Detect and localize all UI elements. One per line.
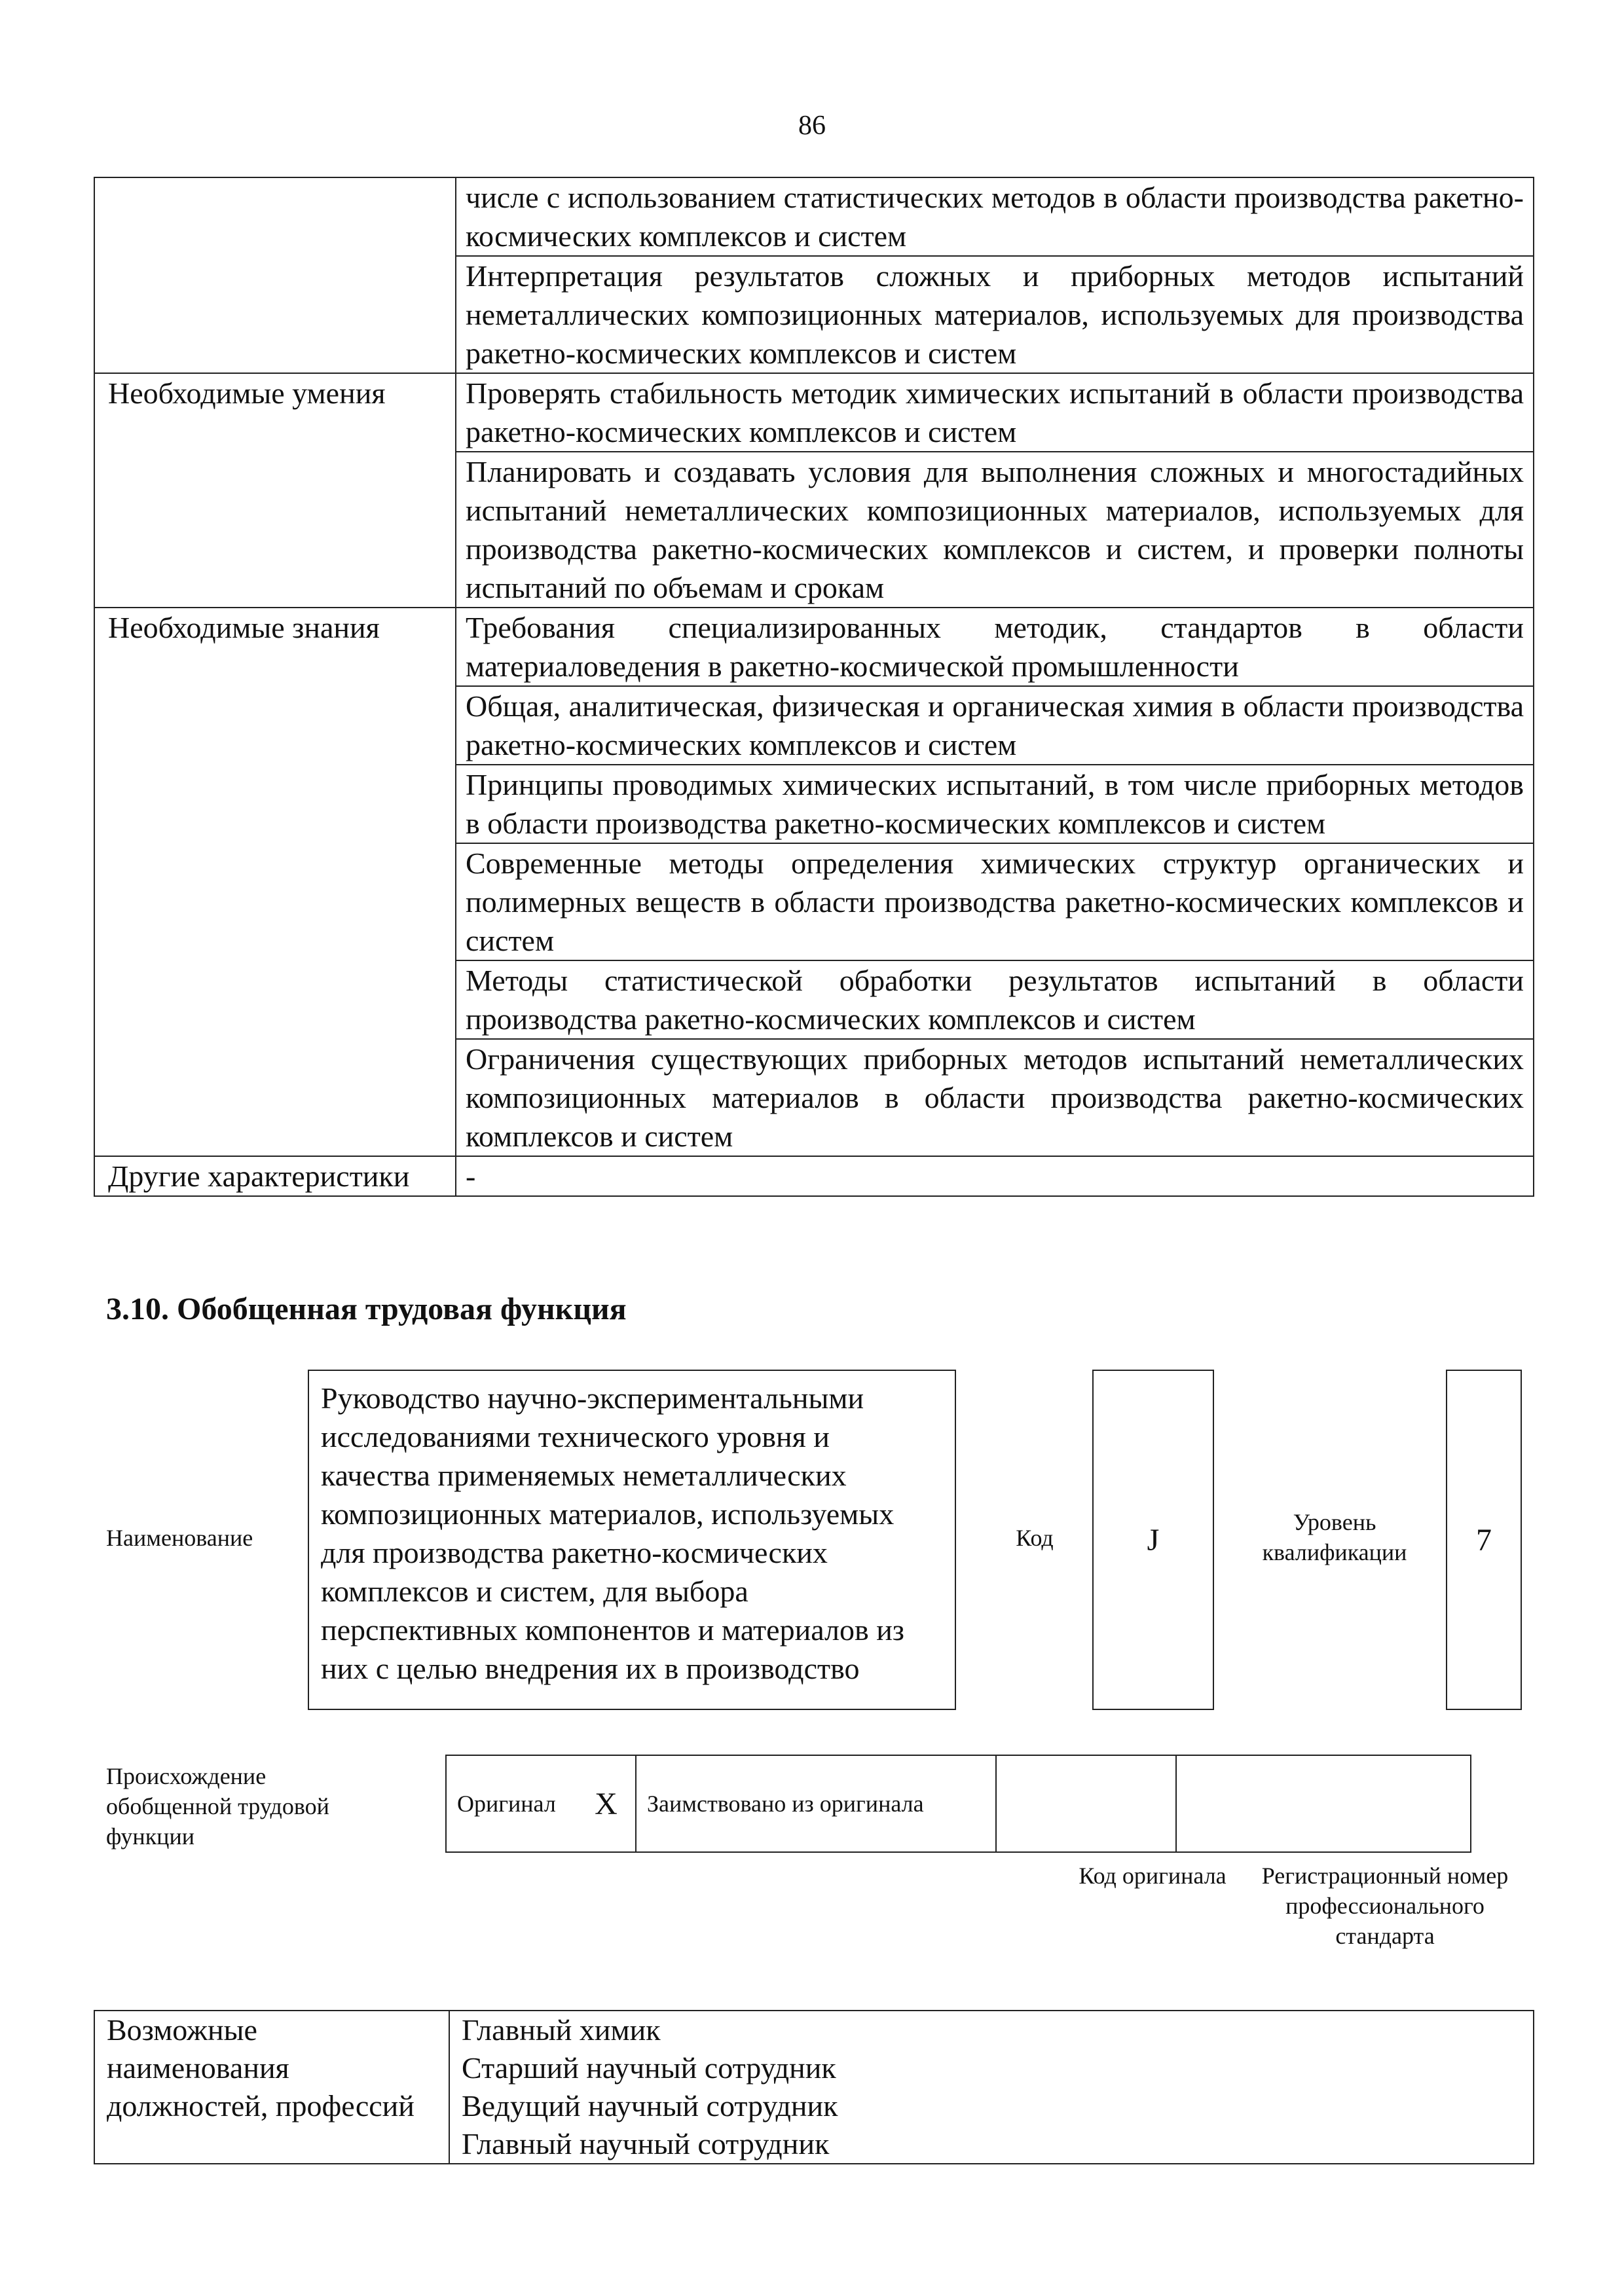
row-value: Принципы проводимых химических испытаний, в том числе приборных методов в области производства ракетно-космических комплексов и систем xyxy=(456,765,1534,843)
table-row xyxy=(94,1156,1534,1196)
row-value: Планировать и создавать условия для выполнения сложных и многостадийных испытаний неметаллических композиционных материалов, используемых для производства ракетно-космических комплексов и систем, и проверки полноты испытаний по объемам и срокам xyxy=(456,452,1534,608)
row-value: Ограничения существующих приборных методов испытаний неметаллических композиционных материалов в области производства ракетно-космических комплексов и систем xyxy=(456,1039,1534,1156)
code-value-box: J xyxy=(1092,1370,1214,1710)
registration-number-cell xyxy=(1176,1755,1471,1852)
positions-label: Возможные наименования должностей, профессий xyxy=(94,2011,449,2164)
row-value: Требования специализированных методик, стандартов в области материаловедения в ракетно-космической промышленности xyxy=(456,608,1534,686)
position-item: Главный научный сотрудник xyxy=(462,2127,830,2160)
original-mark: X xyxy=(577,1755,636,1852)
table-row xyxy=(94,2011,1534,2164)
origin-table xyxy=(445,1755,1471,1853)
skills-knowledge-table xyxy=(94,177,1534,1197)
row-value: Методы статистической обработки результатов испытаний в области производства ракетно-космических комплексов и систем xyxy=(456,960,1534,1039)
section-heading: 3.10. Обобщенная трудовая функция xyxy=(106,1292,627,1326)
row-value: Общая, аналитическая, физическая и органическая химия в области производства ракетно-космических комплексов и систем xyxy=(456,686,1534,765)
row-label-knowledge: Необходимые знания xyxy=(94,608,456,1156)
table-row xyxy=(94,608,1534,686)
row-label-other: Другие характеристики xyxy=(94,1156,456,1196)
borrowed-label: Заимствовано из оригинала xyxy=(636,1755,996,1852)
row-value: числе с использованием статистических методов в области производства ракетно-космических комплексов и систем xyxy=(456,177,1534,256)
position-item: Старший научный сотрудник xyxy=(462,2051,836,2085)
table-row xyxy=(94,177,1534,256)
page-number: 86 xyxy=(798,111,826,141)
positions-list xyxy=(449,2011,1534,2164)
function-name-box: Руководство научно-экспериментальными исследованиями технического уровня и качества применяемых неметаллических композиционных материалов, используемых для производства ракетно-космических комплексов и систем, для выбора перспективных компонентов и материалов из них с целью внедрения их в производство xyxy=(308,1370,956,1710)
registration-number-caption: Регистрационный номер профессионального стандарта xyxy=(1261,1863,1509,1949)
row-value: Проверять стабильность методик химических испытаний в области производства ракетно-космических комплексов и систем xyxy=(456,373,1534,452)
row-value: - xyxy=(456,1156,1534,1196)
row-value: Современные методы определения химических структур органических и полимерных веществ в области производства ракетно-космических комплексов и систем xyxy=(456,843,1534,960)
qualification-level-box: 7 xyxy=(1446,1370,1522,1710)
table-row xyxy=(446,1755,1471,1852)
original-code-cell xyxy=(996,1755,1176,1852)
origin-label: Происхождение обобщенной трудовой функции xyxy=(106,1763,329,1850)
original-label: Оригинал xyxy=(446,1755,577,1852)
row-label xyxy=(94,177,456,373)
row-value: Интерпретация результатов сложных и приборных методов испытаний неметаллических композиционных материалов, используемых для производства ракетно-космических комплексов и систем xyxy=(456,256,1534,373)
name-label: Наименование xyxy=(106,1525,253,1551)
position-item: Главный химик xyxy=(462,2013,661,2047)
code-label: Код xyxy=(1016,1525,1054,1551)
original-code-caption: Код оригинала xyxy=(1079,1863,1227,1889)
positions-table xyxy=(94,2010,1534,2164)
position-item: Ведущий научный сотрудник xyxy=(462,2089,838,2123)
row-label-skills: Необходимые умения xyxy=(94,373,456,608)
qualification-level-label: Уровень квалификации xyxy=(1262,1509,1407,1565)
table-row xyxy=(94,373,1534,452)
